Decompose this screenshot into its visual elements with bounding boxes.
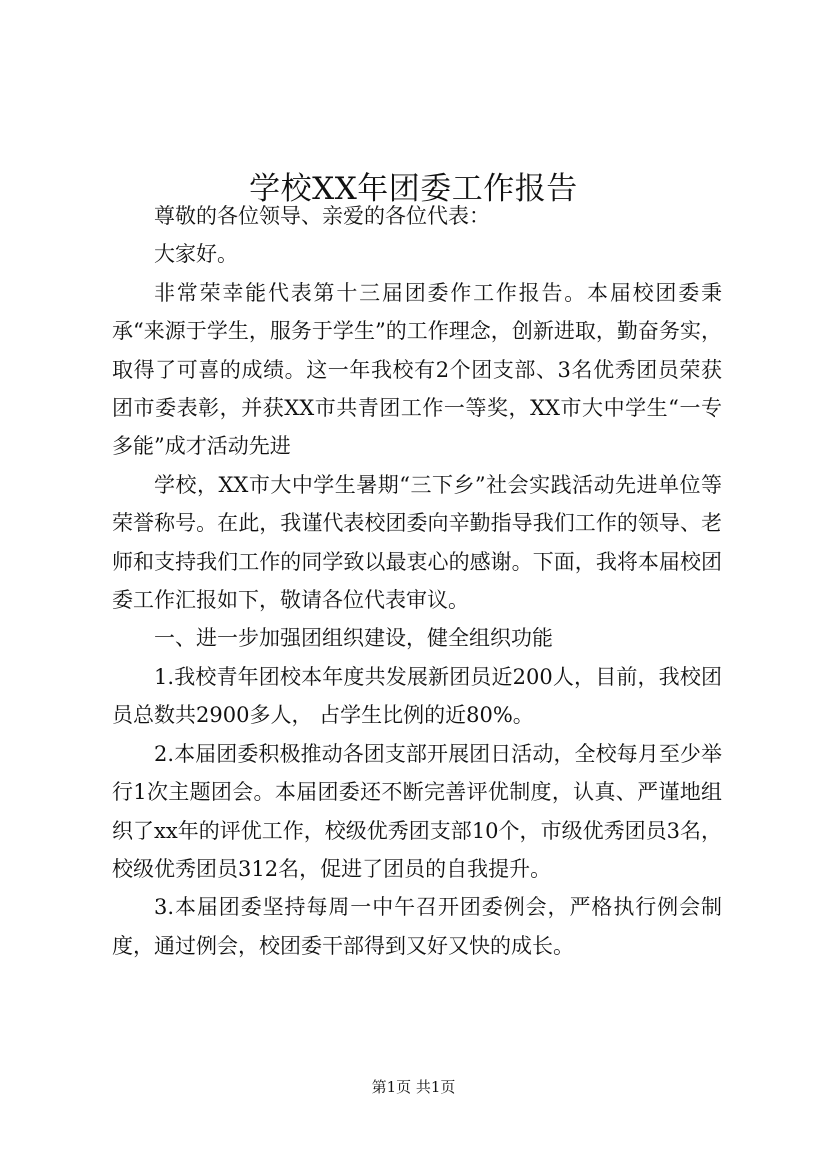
document-body	[112, 197, 722, 965]
document-title: 学校XX年团委工作报告	[249, 170, 578, 207]
paragraph-thanks: 学校，XX市大中学生暑期“三下乡”社会实践活动先进单位等荣誉称号。在此，我谨代表校团委向辛勤指导我们工作的领导、老师和支持我们工作的同学致以最衷心的感谢。下面，我将本届校团委工作汇报如下，敬请各位代表审议。	[112, 472, 722, 613]
paragraph-item-3: 3.本届团委坚持每周一中午召开团委例会，严格执行例会制度，通过例会，校团委干部得到又好又快的成长。	[112, 895, 722, 958]
salutation: 尊敬的各位领导、亲爱的各位代表：	[154, 204, 490, 228]
paragraph-item-1: 1.我校青年团校本年度共发展新团员近200人，目前，我校团员总数共2900多人， 占学生比例的近80%。	[112, 664, 722, 728]
page-footer: 第1页 共1页	[371, 1078, 456, 1096]
paragraph-item-2: 2.本届团委积极推动各团支部开展团日活动，全校每月至少举行1次主题团会。本届团委还不断完善评优制度，认真、严谨地组织了xx年的评优工作，校级优秀团支部10个，市级优秀团员3名，校级优秀团员312名，促进了团员的自我提升。	[112, 741, 722, 881]
greeting: 大家好。	[154, 242, 238, 267]
paragraph-intro: 非常荣幸能代表第十三届团委作工作报告。本届校团委秉承“来源于学生，服务于学生”的工作理念，创新进取，勤奋务实，取得了可喜的成绩。这一年我校有2个团支部、3名优秀团员荣获团市委表彰，并获XX市共青团工作一等奖，XX市大中学生“一专多能”成才活动先进	[112, 280, 722, 459]
section-heading-1: 一、进一步加强团组织建设，健全组织功能	[154, 626, 553, 651]
